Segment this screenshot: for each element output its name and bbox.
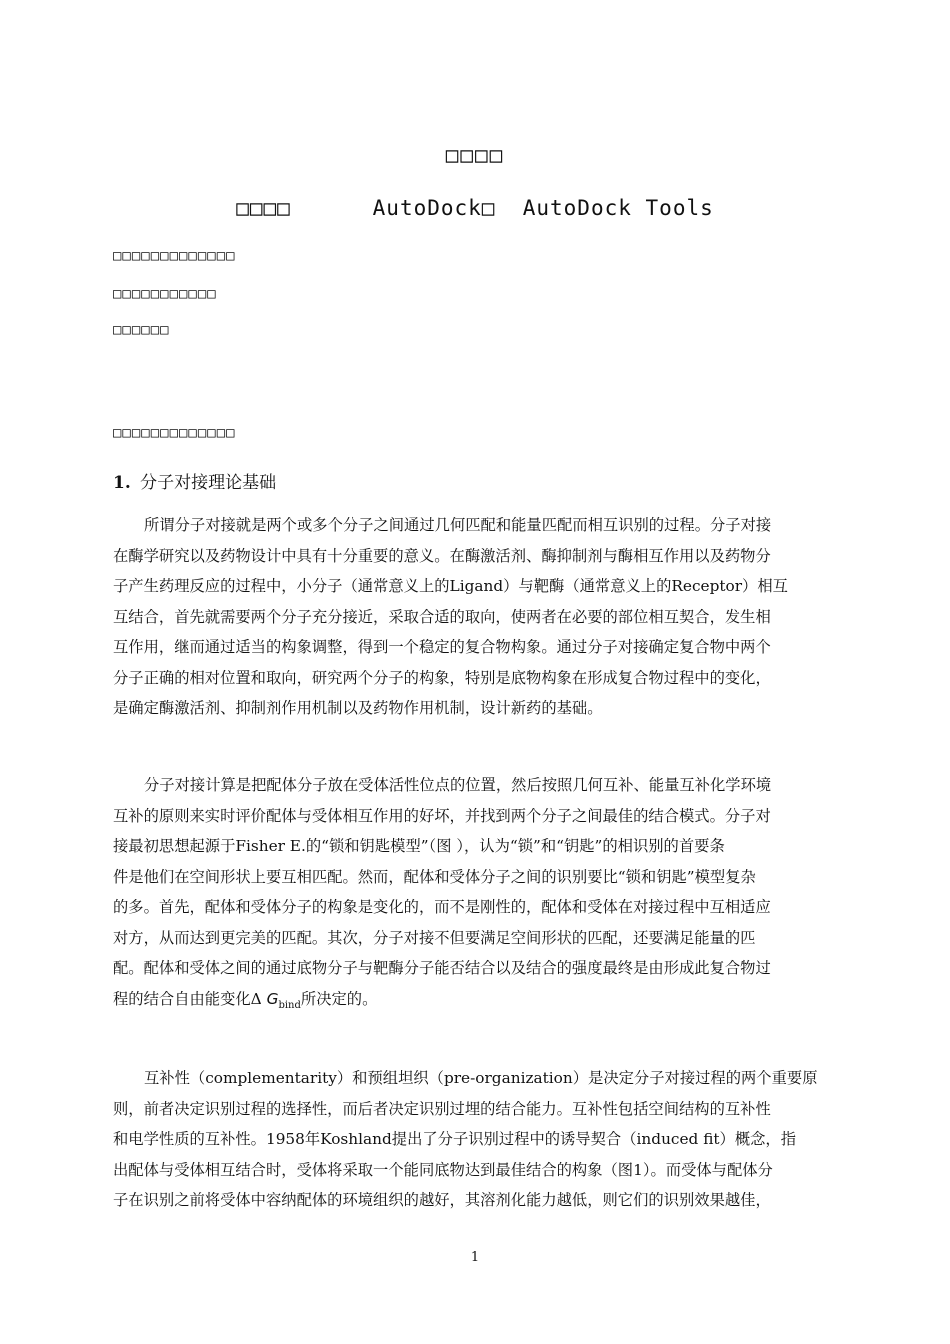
formula-suffix: 所决定的。 [300, 989, 378, 1008]
text-line-with-formula [113, 984, 837, 1015]
formula-prefix: 程的结合自由能变化Δ [113, 989, 267, 1008]
text-line: 互补性（complementarity）和预组坦织（pre-organization）是决定分子对接过程的两个重要原 [144, 1069, 818, 1087]
text-line: 接最初思想起源于Fisher E.的“锁和钥匙模型”（图 ），认为“锁”和“钥匙”的相识别的首要条 [113, 837, 725, 855]
text-line: 的多。首先，配体和受体分子的构象是变化的，而不是刚性的，配体和受体在对接过程中互相适应 [113, 898, 771, 916]
document-title: □□□□ [445, 143, 505, 167]
meta-line: □□□□□□□□□□□□□ [113, 248, 236, 264]
paragraph-2 [113, 770, 837, 1014]
text-line: 是确定酶激活剂、抑制剂作用机制以及药物作用机制，设计新药的基础。 [113, 699, 603, 717]
text-line: 件是他们在空间形状上要互相匹配。然而，配体和受体分子之间的识别要比“锁和钥匙”模型复杂 [113, 867, 756, 886]
text-line: 所谓分子对接就是两个或多个分子之间通过几何匹配和能量匹配而相互识别的过程。分子对接 [144, 516, 772, 534]
text-line: 子在识别之前将受体中容纳配体的环境组织的越好，其溶剂化能力越低，则它们的识别效果越佳， [113, 1191, 771, 1209]
meta-line: □□□□□□□□□□□□□ [113, 425, 236, 441]
text-line: 互结合，首先就需要两个分子充分接近，采取合适的取向，使两者在必要的部位相互契合，发生相 [113, 607, 771, 626]
text-line: 互作用，继而通过适当的构象调整，得到一个稳定的复合物构象。通过分子对接确定复合物中两个 [113, 638, 771, 656]
text-line: 子产生药理反应的过程中，小分子（通常意义上的Ligand）与靶酶（通常意义上的Receptor）相互 [113, 577, 788, 595]
page-number: 1 [470, 1250, 480, 1265]
meta-line: □□□□□□ [113, 322, 170, 338]
paragraph-3 [113, 1063, 837, 1216]
section-number: 1. [113, 473, 131, 493]
text-line: 在酶学研究以及药物设计中具有十分重要的意义。在酶激活剂、酶抑制剂与酶相互作用以及药物分 [113, 546, 771, 565]
section-heading [113, 468, 276, 493]
text-line: 互补的原则来实时评价配体与受体相互作用的好坏，并找到两个分子之间最佳的结合模式。分子对 [113, 806, 771, 825]
text-line: 分子对接计算是把配体分子放在受体活性位点的位置，然后按照几何互补、能量互补化学环境 [144, 776, 772, 794]
text-line: 配。配体和受体之间的通过底物分子与靶酶分子能否结合以及结合的强度最终是由形成此复合物过 [113, 959, 771, 977]
section-title: 分子对接理论基础 [140, 473, 277, 493]
text-line: 则，前者决定识别过程的选择性，而后者决定识别过埋的结合能力。互补性包括空间结构的互补性 [113, 1099, 771, 1118]
text-line: 和电学性质的互补性。1958年Koshland提出了分子识别过程中的诱导契合（induced fit）概念，指 [113, 1130, 797, 1148]
text-line: 对方，从而达到更完美的匹配。其次，分子对接不但要满足空间形状的匹配，还要满足能量的匹 [113, 928, 756, 947]
formula-subscript: bind [278, 999, 301, 1011]
paragraph-1 [113, 510, 837, 724]
text-line: 出配体与受体相互结合时，受体将采取一个能同底物达到最佳结合的构象（图1）。而受体与配体分 [113, 1160, 773, 1179]
meta-line: □□□□□□□□□□□ [113, 286, 217, 302]
text-line: 分子正确的相对位置和取向，研究两个分子的构象，特别是底物构象在形成复合物过程中的变化， [113, 668, 771, 687]
document-subtitle: □□□□ AutoDock□ AutoDock Tools [236, 196, 714, 220]
formula-symbol: G [266, 989, 279, 1008]
